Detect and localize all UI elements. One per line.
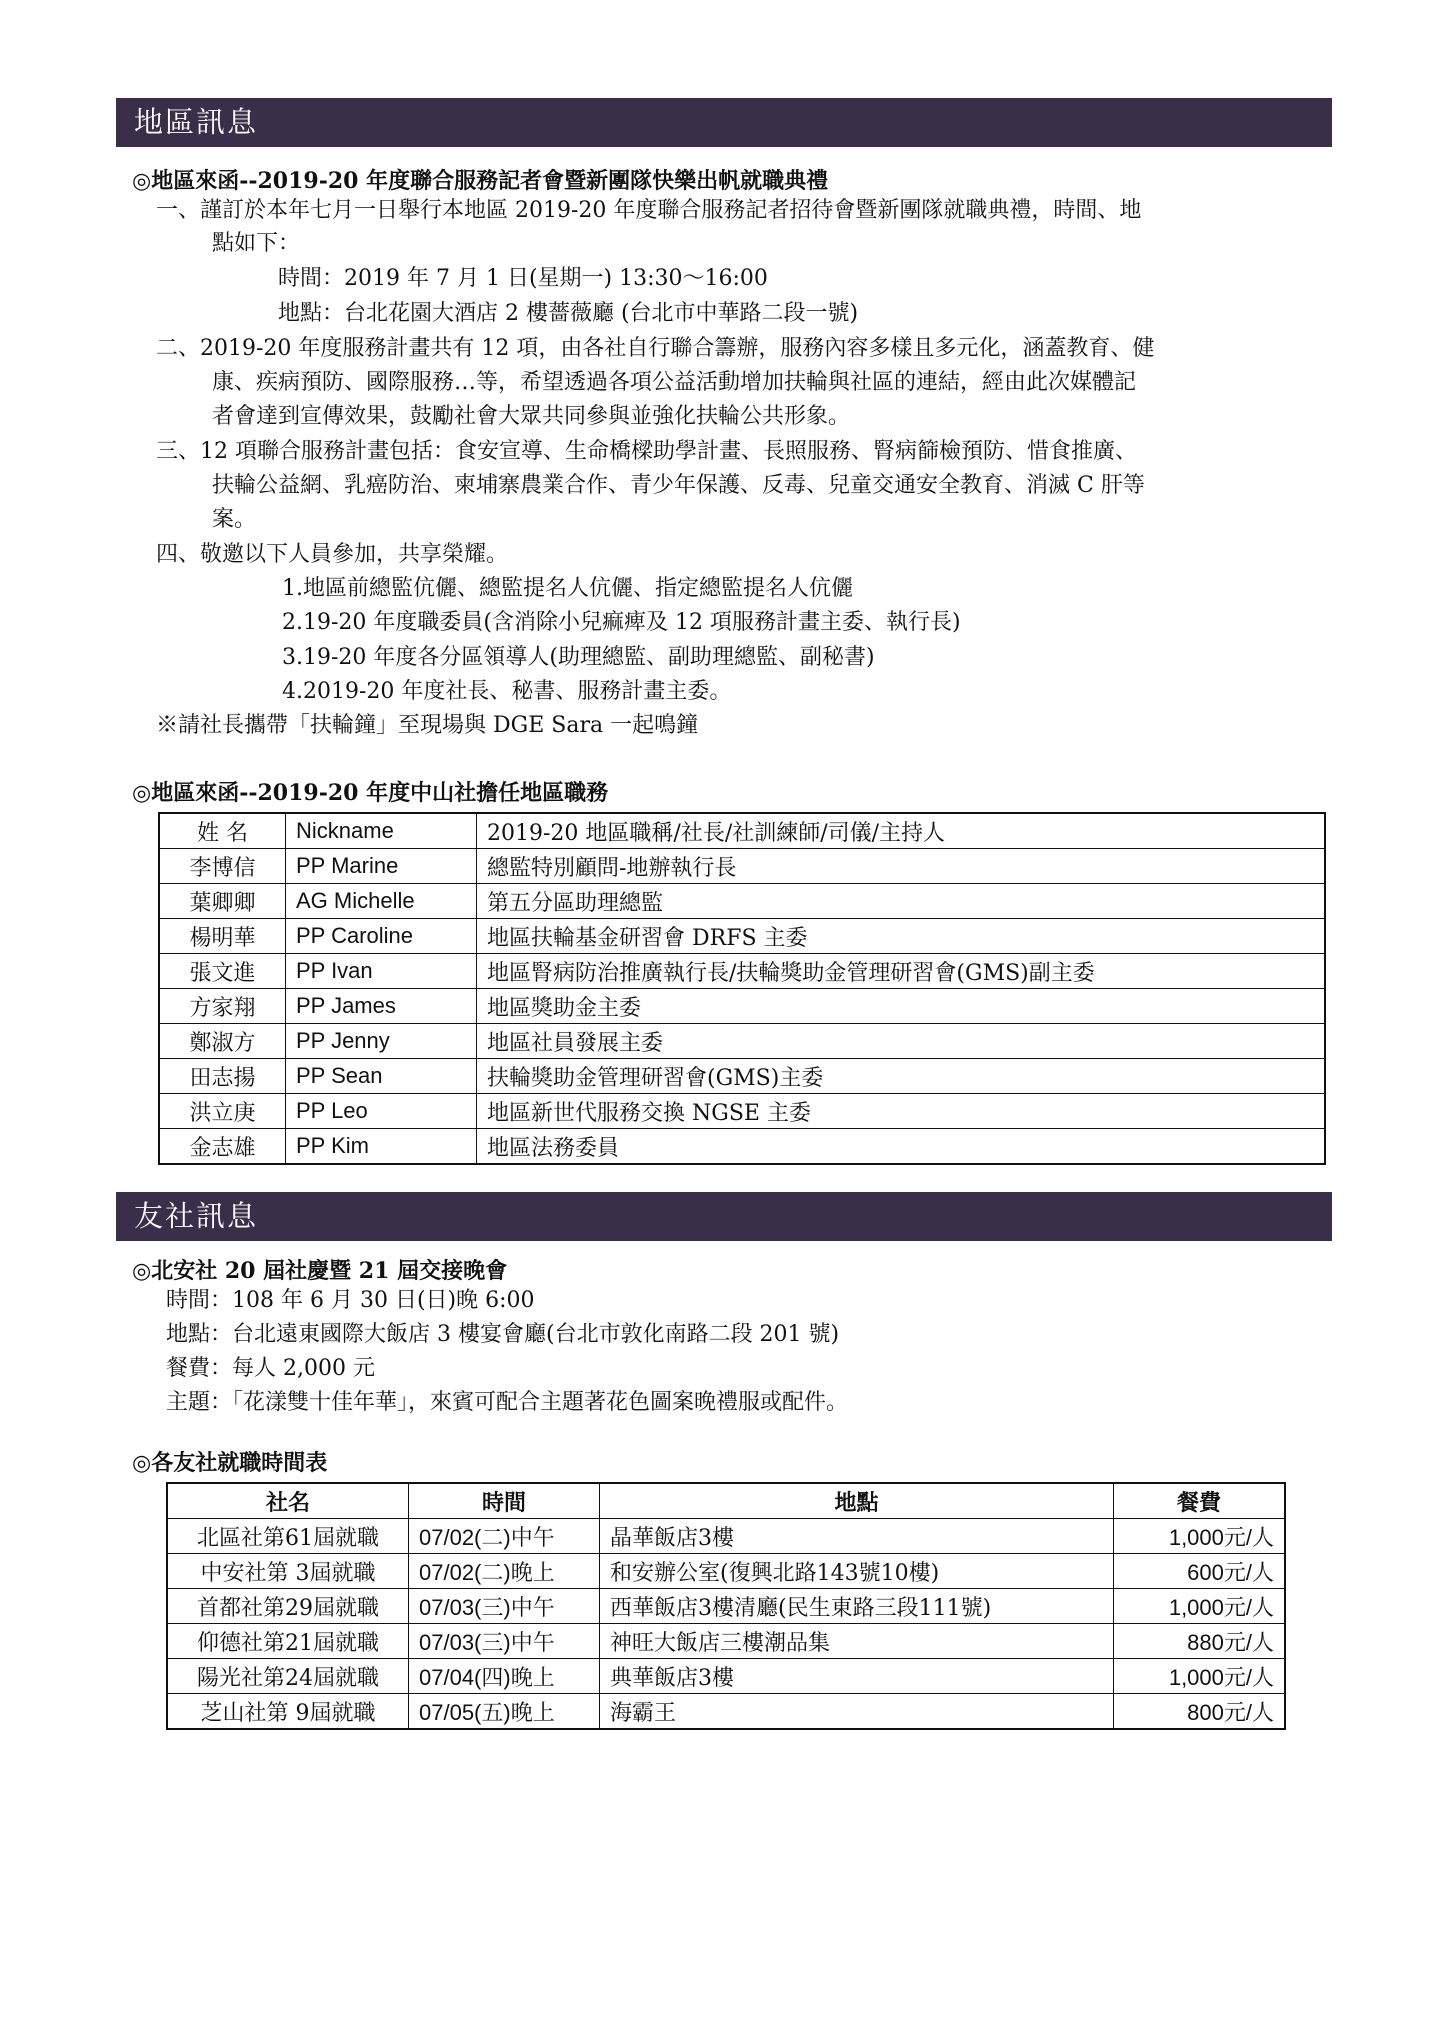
cell-name: 葉卿卿: [159, 884, 286, 919]
table-row: [167, 1589, 1285, 1624]
paragraph-line: 二、2019-20 年度服務計畫共有 12 項，由各社自行聯合籌辦，服務內容多樣且多元化，涵蓋教育、健: [156, 336, 1155, 361]
cell-nickname: PP Leo: [286, 1094, 477, 1129]
cell-nickname: PP Sean: [286, 1059, 477, 1094]
paragraph-line: 三、12 項聯合服務計畫包括：食安宣導、生命橋樑助學計畫、長照服務、腎病篩檢預防、惜食推廣、: [156, 439, 1137, 464]
table-row: [167, 1659, 1285, 1694]
cell-title: 第五分區助理總監: [477, 884, 1326, 919]
cell-club: 中安社第 3屆就職: [167, 1554, 409, 1589]
cell-fee: 600元/人: [1114, 1554, 1286, 1589]
cell-club: 首都社第29屆就職: [167, 1589, 409, 1624]
event-time: 時間：2019 年 7 月 1 日(星期一) 13:30～16:00: [278, 266, 768, 291]
section-header-district: 地區訊息: [116, 98, 1332, 147]
table-row: [167, 1519, 1285, 1554]
column-header-name: 姓 名: [159, 813, 286, 849]
cell-nickname: PP James: [286, 989, 477, 1024]
district-roles-table: [158, 812, 1326, 1165]
cell-title: 地區腎病防治推廣執行長/扶輪獎助金管理研習會(GMS)副主委: [477, 954, 1326, 989]
cell-place: 晶華飯店3樓: [600, 1519, 1114, 1554]
cell-title: 總監特別顧問-地辦執行長: [477, 849, 1326, 884]
table-row: [159, 849, 1325, 884]
paragraph-line: 一、謹訂於本年七月一日舉行本地區 2019-20 年度聯合服務記者招待會暨新團隊就職典禮，時間、地: [156, 198, 1142, 223]
cell-nickname: PP Caroline: [286, 919, 477, 954]
cell-place: 西華飯店3樓清廳(民生東路三段111號): [600, 1589, 1114, 1624]
cell-nickname: PP Marine: [286, 849, 477, 884]
cell-name: 楊明華: [159, 919, 286, 954]
cell-time: 07/03(三)中午: [409, 1624, 600, 1659]
paragraph-line: 點如下：: [212, 231, 301, 256]
cell-nickname: PP Ivan: [286, 954, 477, 989]
column-header-time: 時間: [409, 1483, 600, 1519]
column-header-club: 社名: [167, 1483, 409, 1519]
cell-name: 李博信: [159, 849, 286, 884]
table-row: [167, 1554, 1285, 1589]
paragraph-line: 四、敬邀以下人員參加，共享榮耀。: [156, 542, 509, 567]
notice-title-installation-schedule: ◎各友社就職時間表: [132, 1450, 328, 1476]
cell-club: 北區社第61屆就職: [167, 1519, 409, 1554]
cell-nickname: AG Michelle: [286, 884, 477, 919]
cell-title: 地區法務委員: [477, 1129, 1326, 1165]
table-row: [159, 919, 1325, 954]
table-row: [167, 1694, 1285, 1730]
invitee-item: 4.2019-20 年度社長、秘書、服務計畫主委。: [282, 679, 732, 704]
column-header-fee: 餐費: [1114, 1483, 1286, 1519]
cell-time: 07/03(三)中午: [409, 1589, 600, 1624]
cell-name: 田志揚: [159, 1059, 286, 1094]
cell-club: 仰德社第21屆就職: [167, 1624, 409, 1659]
cell-name: 金志雄: [159, 1129, 286, 1165]
table-row: [159, 954, 1325, 989]
invitee-item: 2.19-20 年度職委員(含消除小兒痲痺及 12 項服務計畫主委、執行長): [282, 610, 961, 635]
cell-club: 陽光社第24屆就職: [167, 1659, 409, 1694]
notice-title-beian-anniversary: ◎北安社 20 屆社慶暨 21 屆交接晚會: [132, 1258, 508, 1284]
cell-time: 07/02(二)晚上: [409, 1554, 600, 1589]
cell-nickname: PP Kim: [286, 1129, 477, 1165]
event-location: 地點：台北遠東國際大飯店 3 樓宴會廳(台北市敦化南路二段 201 號): [166, 1322, 840, 1347]
cell-name: 洪立庚: [159, 1094, 286, 1129]
cell-time: 07/02(二)中午: [409, 1519, 600, 1554]
cell-title: 扶輪獎助金管理研習會(GMS)主委: [477, 1059, 1326, 1094]
event-fee: 餐費：每人 2,000 元: [166, 1356, 375, 1381]
table-row: [159, 1129, 1325, 1165]
installation-schedule-table: [166, 1482, 1286, 1730]
cell-name: 張文進: [159, 954, 286, 989]
table-row: [159, 989, 1325, 1024]
table-row: [159, 1059, 1325, 1094]
section-header-friends: 友社訊息: [116, 1192, 1332, 1241]
invitee-item: 3.19-20 年度各分區領導人(助理總監、副助理總監、副秘書): [282, 645, 875, 670]
cell-title: 地區獎助金主委: [477, 989, 1326, 1024]
cell-name: 方家翔: [159, 989, 286, 1024]
notice-title-installation: ◎地區來函--2019-20 年度聯合服務記者會暨新團隊快樂出帆就職典禮: [132, 168, 829, 194]
column-header-title: 2019-20 地區職稱/社長/社訓練師/司儀/主持人: [477, 813, 1326, 849]
event-location: 地點：台北花園大酒店 2 樓薔薇廳 (台北市中華路二段一號): [278, 301, 859, 326]
table-row: [159, 884, 1325, 919]
table-row: [159, 1024, 1325, 1059]
cell-time: 07/05(五)晚上: [409, 1694, 600, 1730]
cell-name: 鄭淑方: [159, 1024, 286, 1059]
cell-fee: 1,000元/人: [1114, 1519, 1286, 1554]
note-line: ※請社長攜帶「扶輪鐘」至現場與 DGE Sara 一起鳴鐘: [156, 713, 699, 738]
cell-nickname: PP Jenny: [286, 1024, 477, 1059]
paragraph-line: 康、疾病預防、國際服務…等，希望透過各項公益活動增加扶輪與社區的連結，經由此次媒體記: [212, 370, 1137, 395]
cell-place: 和安辦公室(復興北路143號10樓): [600, 1554, 1114, 1589]
paragraph-line: 者會達到宣傳效果，鼓勵社會大眾共同參與並強化扶輪公共形象。: [212, 404, 851, 429]
cell-place: 海霸王: [600, 1694, 1114, 1730]
notice-title-district-roles: ◎地區來函--2019-20 年度中山社擔任地區職務: [132, 780, 609, 806]
event-time: 時間：108 年 6 月 30 日(日)晚 6:00: [166, 1288, 535, 1313]
table-header-row: [167, 1483, 1285, 1519]
table-row: [167, 1624, 1285, 1659]
cell-title: 地區新世代服務交換 NGSE 主委: [477, 1094, 1326, 1129]
cell-title: 地區扶輪基金研習會 DRFS 主委: [477, 919, 1326, 954]
cell-place: 典華飯店3樓: [600, 1659, 1114, 1694]
cell-fee: 1,000元/人: [1114, 1659, 1286, 1694]
cell-fee: 880元/人: [1114, 1624, 1286, 1659]
column-header-place: 地點: [600, 1483, 1114, 1519]
event-theme: 主題：「花漾雙十佳年華」，來賓可配合主題著花色圖案晚禮服或配件。: [166, 1390, 849, 1415]
table-row: [159, 1094, 1325, 1129]
cell-fee: 800元/人: [1114, 1694, 1286, 1730]
cell-place: 神旺大飯店三樓潮品集: [600, 1624, 1114, 1659]
cell-time: 07/04(四)晚上: [409, 1659, 600, 1694]
paragraph-line: 案。: [212, 507, 257, 532]
column-header-nickname: Nickname: [286, 813, 477, 849]
paragraph-line: 扶輪公益網、乳癌防治、柬埔寨農業合作、青少年保護、反毒、兒童交通安全教育、消滅 C 肝等: [212, 473, 1145, 498]
table-header-row: [159, 813, 1325, 849]
cell-club: 芝山社第 9屆就職: [167, 1694, 409, 1730]
cell-fee: 1,000元/人: [1114, 1589, 1286, 1624]
cell-title: 地區社員發展主委: [477, 1024, 1326, 1059]
invitee-item: 1.地區前總監伉儷、總監提名人伉儷、指定總監提名人伉儷: [282, 576, 853, 601]
